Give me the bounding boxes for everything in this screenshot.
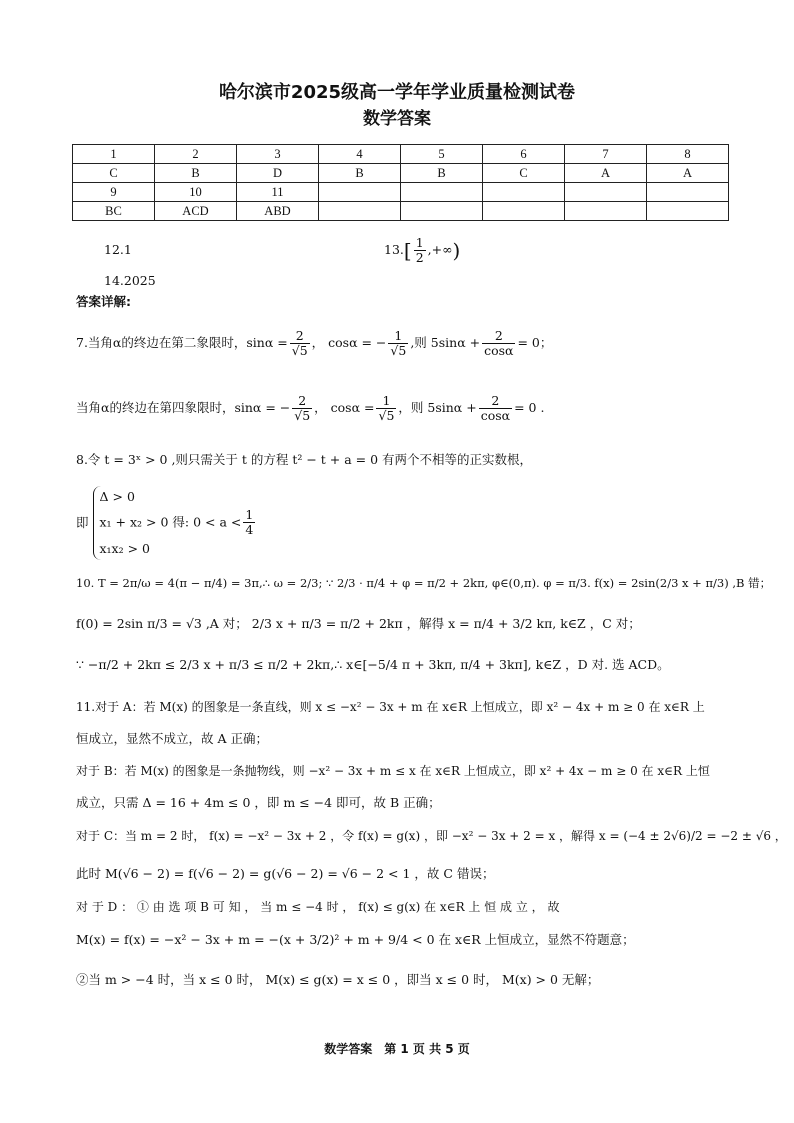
q11-line-7: 对 于 D ： ① 由 选 项 B 可 知 ， 当 m ≤ −4 时 ， f(x) ≤ g(x) 在 x∈R 上 恒 成 立 ， 故: [76, 900, 560, 914]
table-cell: ABD: [237, 202, 319, 221]
answer-14: 14.2025: [104, 273, 156, 288]
table-cell: 3: [237, 145, 319, 164]
table-row: [73, 145, 729, 164]
table-cell: [319, 183, 401, 202]
table-cell: 6: [483, 145, 565, 164]
table-cell: [319, 202, 401, 221]
table-cell: [401, 183, 483, 202]
table-cell: B: [319, 164, 401, 183]
table-row: [73, 183, 729, 202]
table-cell: B: [155, 164, 237, 183]
answer-13-prefix: 13.: [384, 242, 404, 257]
table-cell: C: [73, 164, 155, 183]
table-cell: [565, 202, 647, 221]
page-subtitle: 数学答案: [363, 109, 431, 129]
table-cell: 8: [647, 145, 729, 164]
table-row: [73, 202, 729, 221]
footer-page-number: 第 1 页 共 5 页: [384, 1042, 470, 1056]
table-row: [73, 164, 729, 183]
table-cell: ACD: [155, 202, 237, 221]
table-cell: [401, 202, 483, 221]
answer-table: [72, 144, 729, 221]
q11-line-2: 恒成立，显然不成立，故 A 正确；: [76, 731, 268, 746]
details-heading: 答案详解:: [76, 294, 131, 309]
table-cell: [565, 183, 647, 202]
table-cell: 5: [401, 145, 483, 164]
q7-line-2: 当角α的终边在第四象限时，sinα = − $\frac{2}{√5}$ ， cosα = $\frac{1}{√5}$ ，则 5sinα + $\frac{2}{\cos\alpha}$ = 0 .: [76, 392, 545, 423]
answer-13-tail: ,+∞: [427, 242, 453, 257]
table-cell: 11: [237, 183, 319, 202]
q11-line-9: ②当 m > −4 时，当 x ≤ 0 时， M(x) ≤ g(x) = x ≤ 0 ，即当 x ≤ 0 时， M(x) > 0 无解；: [76, 972, 600, 987]
q11-line-8: M(x) = f(x) = −x² − 3x + m = −(x + 3/2)² + m + 9/4 < 0 在 x∈R 上恒成立，显然不符题意；: [76, 932, 635, 947]
table-cell: 9: [73, 183, 155, 202]
paren-close: ): [452, 238, 461, 263]
table-cell: 2: [155, 145, 237, 164]
page-footer: [0, 1040, 794, 1057]
q11-line-5: 对于 C：当 m = 2 时， f(x) = −x² − 3x + 2 ，令 f(x) = g(x) ，即 −x² − 3x + 2 = x ，解得 x = (−4 ± 2√6)/2 = −2 ± √6 ，: [76, 829, 787, 843]
q10-line-3: ∵ −π/2 + 2kπ ≤ 2/3 x + π/3 ≤ π/2 + 2kπ,∴ x∈[−5/4 π + 3kπ, π/4 + 3kπ], k∈Z ，D 对. 选 ACD。: [76, 657, 670, 672]
q11-line-3: 对于 B：若 M(x) 的图象是一条抛物线，则 −x² − 3x + m ≤ x 在 x∈R 上恒成立，即 x² + 4x − m ≥ 0 在 x∈R 上恒: [76, 764, 710, 778]
table-cell: [647, 183, 729, 202]
answer-13-fraction: $\frac{1}{2}$: [415, 234, 424, 265]
q11-line-1: 11.对于 A：若 M(x) 的图象是一条直线，则 x ≤ −x² − 3x + m 在 x∈R 上恒成立，即 x² − 4x + m ≥ 0 在 x∈R 上: [76, 700, 705, 714]
answer-13: [384, 232, 734, 269]
table-cell: C: [483, 164, 565, 183]
table-cell: A: [647, 164, 729, 183]
table-cell: 7: [565, 145, 647, 164]
q8-brace: Δ > 0 x₁ + x₂ > 0 得: 0 < a < $\frac{1}{4}$ x₁x₂ > 0: [93, 486, 258, 560]
table-cell: [647, 202, 729, 221]
q11-line-4: 成立，只需 Δ = 16 + 4m ≤ 0 ，即 m ≤ −4 即可，故 B 正确；: [76, 795, 441, 810]
q11-line-6: 此时 M(√6 − 2) = f(√6 − 2) = g(√6 − 2) = √6 − 2 < 1 ，故 C 错误；: [76, 866, 495, 881]
q10-line-1: 10. T = 2π/ω = 4(π − π/4) = 3π,∴ ω = 2/3; ∵ 2/3 · π/4 + φ = π/2 + 2kπ, φ∈(0,π). φ = π/3. f(x) = 2sin(2/3 x + π/3) ,B 错；: [76, 576, 772, 590]
table-cell: BC: [73, 202, 155, 221]
table-cell: [483, 183, 565, 202]
q10-line-2: f(0) = 2sin π/3 = √3 ,A 对； 2/3 x + π/3 = π/2 + 2kπ ，解得 x = π/4 + 3/2 kπ, k∈Z ，C 对；: [76, 616, 641, 631]
q8-system: 即 Δ > 0 x₁ + x₂ > 0 得: 0 < a < $\frac{1}{4}$ x₁x₂ > 0: [76, 486, 734, 560]
bracket-open: [: [403, 238, 412, 263]
answer-12: 12.1: [104, 242, 132, 257]
q7-line-1: 7.当角α的终边在第二象限时，sinα = $\frac{2}{√5}$ ， cosα = − $\frac{1}{√5}$ ,则 5sinα + $\frac{2}{\cos\alpha}$ = 0；: [76, 327, 553, 358]
table-cell: [483, 202, 565, 221]
page-title: 哈尔滨市2025级高一学年学业质量检测试卷: [218, 82, 576, 103]
table-cell: D: [237, 164, 319, 183]
table-cell: 10: [155, 183, 237, 202]
table-cell: A: [565, 164, 647, 183]
q8-line-1: 8.令 t = 3ˣ > 0 ,则只需关于 t 的方程 t² − t + a = 0 有两个不相等的正实数根，: [76, 452, 533, 467]
table-cell: B: [401, 164, 483, 183]
table-cell: 4: [319, 145, 401, 164]
footer-label: 数学答案: [324, 1042, 373, 1056]
table-cell: 1: [73, 145, 155, 164]
